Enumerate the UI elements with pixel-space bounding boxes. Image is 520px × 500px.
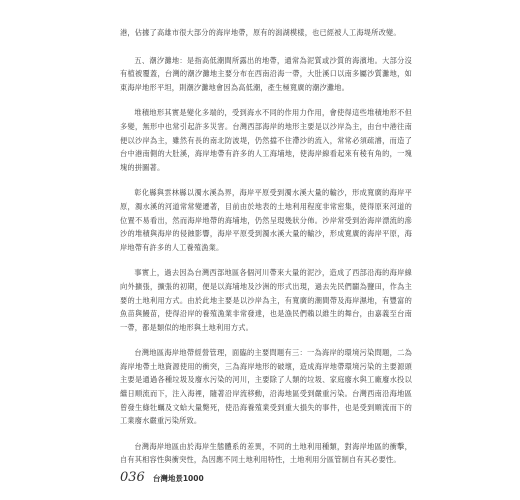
- paragraph-tidal-flats: 五、潮汐灘地：是指高低潮間所露出的地帶，通常為泥質或沙質的海濱地。大部分沒有植被覆蓋，台灣的潮汐灘地主要分布在西南沿海一帶，大肚溪口以南多屬沙質灘地，如東海岸地形平坦，則潮汐灘地會因為高低潮，產生極寬廣的潮汐灘地。: [120, 55, 412, 92]
- paragraph-depositional-landforms: 堆積地形其實是變化多端的，受到海水不同的作用力作用，會使得這些堆積地形不但多變，無形中也常引起許多災害。台灣西部海岸的地形主要是以沙岸為主，由台中港往南便以沙岸為主，雖然有長的南北防波堤，仍然擋不住滯沙的流入，常常必須疏濬，而造了台中港南側的大肚溪，海岸地帶有許多的人工海埔地，使海岸線看起來有稜有角的，一塊塊的拼圖著。: [120, 108, 412, 172]
- paragraph-changhua-yunlin: 彰化縣與雲林縣以濁水溪為界，海岸平原受到濁水溪大量的輸沙，形成寬廣的海岸平原，濁水溪的河道常常變遷著，目前由於地表的土地利用程度非常密集，使得原來河道的位置不易看出，然而海岸地帶的海埔地，仍然呈現幾狀分佈。沙岸常受到治海岸漂流的滲沙的堆積與海岸的侵蝕影響，海岸平原受到濁水溪大量的輸沙，形成寬廣的海岸平原，海岸地帶有許多的人工養殖漁業。: [120, 188, 412, 252]
- paragraph-coastal-management: 台灣地區海岸地帶經營管理，面臨的主要問題有三：一為海岸的環境污染問題，二為海岸地帶土地資源使用的衝突，三為海岸地形的破壞，造成海岸地帶環境污染的主要源頭主要是通過各種垃圾及廢水污染的河川，主要除了人類的垃圾、家庭廢水與工廠廢水投以繼日順流而下，注入海裡，隨著沿岸流移動，沿海地區受到嚴重污染。台灣西南沿海地區曾發生綠牡蠣及文蛤大量斃死，使沿海養殖業受到重大損失的事件，也是受到順流而下的工業廢水嚴重污染所致。: [120, 348, 412, 426]
- page-number: 036: [120, 470, 145, 485]
- running-book-title: 台灣地景1000: [152, 474, 204, 483]
- paragraph-western-coastline: 事實上，過去因為台灣西部地區各個河川帶來大量的泥沙，造成了西部沿海的海岸線向外擴張，擴張的初期，便是以海埔地及沙洲的形式出現，過去先民們闢為鹽田，作為主要的土地利用方式。由於此地主要是以沙岸為主，有寬廣的潮間帶及海岸濕地，有豐富的魚苗與鰻苗，使得沿岸的養殖漁業非常發達，也是漁民們賴以維生的舞台，由嘉義至台南一帶，都是類似的地形與土地利用方式。: [120, 268, 412, 332]
- paragraph-land-use-zoning: 台灣海岸地區由於海岸生態體系的差異，不同的土地利用種類，對海岸地區的衝擊，自有其相容性與衝突性，為因應不同土地利用特性，土地利用分區管制自有其必要性。: [120, 441, 412, 465]
- paragraph-continuation: 港，佔據了高雄市很大部分的海岸地帶，原有的潟湖模樣，也已經被人工海堤所改變。: [120, 28, 401, 37]
- body-text: [120, 26, 412, 479]
- page-footer: [120, 470, 204, 485]
